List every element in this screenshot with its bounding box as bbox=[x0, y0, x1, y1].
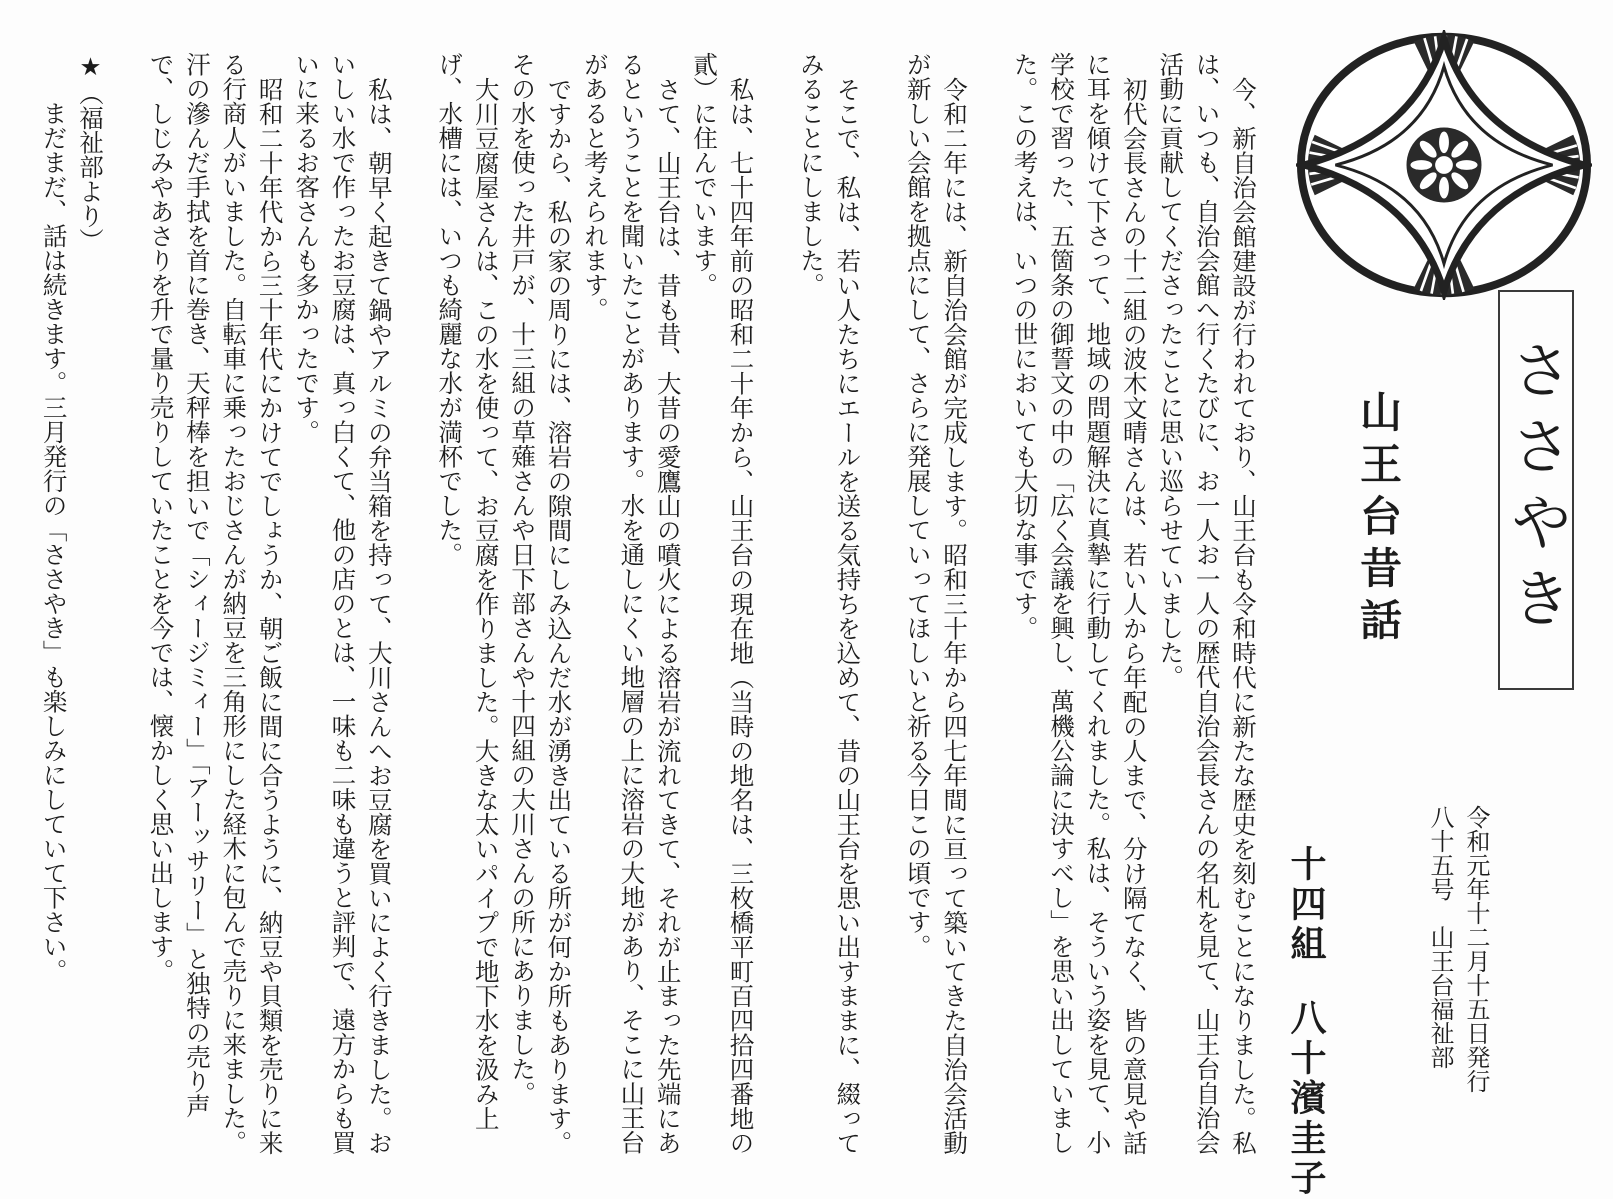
paragraph: 令和二年には、新自治会館が完成します。昭和三十年から四七年間に亘って築いてきた自治会活動が新しい会館を拠点にして、さらに発展していってほしいと祈る今日この頃です。 bbox=[903, 52, 970, 1155]
author-name: 八十濱圭子 bbox=[1285, 999, 1326, 1199]
author-byline bbox=[1280, 845, 1331, 1199]
paragraph: 昭和二十年代から三十年代にかけてでしょうか、朝ご飯に間に合うように、納豆や貝類を売りに来る行商人がいました。自転車に乗ったおじさんが納豆を三角形にした経木に包んで売りに来ました。汗の滲んだ手拭を首に巻き、天秤棒を担いで「シィージミィー」「アーッサリー」と独特の売り声で、しじみやあさりを升で量り売りしていたことを今では、懐かしく思い出します。 bbox=[146, 52, 285, 1155]
paragraph: 大川豆腐屋さんは、この水を使って、お豆腐を作りました。大きな太いパイプで地下水を汲み上げ、水槽には、いつも綺麗な水が満杯でした。 bbox=[435, 52, 501, 1130]
paragraph: 私は、朝早く起きて鍋やアルミの弁当箱を持って、大川さんへお豆腐を買いによく行きました。おいしい水で作ったお豆腐は、真っ白くて、他の店のとは、一味も二味も違うと評判で、遠方からも買いに来るお客さんも多かったです。 bbox=[292, 52, 394, 1155]
article-body bbox=[21, 52, 1261, 1162]
newsletter-title: ささやき bbox=[1500, 338, 1573, 642]
author-group: 十四組 bbox=[1285, 845, 1326, 965]
newsletter-title-box bbox=[1498, 290, 1574, 690]
paragraph: さて、山王台は、昔も昔、大昔の愛鷹山の噴火による溶岩が流れてきて、それが止まった先端にあるということを聞いたことがあります。水を通しにくい地層の上に溶岩の大地があり、そこに山王台があると考えられます。 bbox=[580, 52, 683, 1155]
crest-emblem-icon bbox=[1296, 30, 1592, 300]
publication-date: 令和元年十二月十五日発行 bbox=[1462, 805, 1490, 1093]
paragraph: 初代会長さんの十二組の波木文晴さんは、若い人から年配の人まで、分け隔てなく、皆の意見や話に耳を傾けて下さって、地域の問題解決に真摯に行動してくれました。私は、そういう姿を見て、小学校で習った、五箇条の御誓文の中の「広く会議を興し、萬機公論に決すべし」を思い出していました。この考えは、いつの世においても大切な事です。 bbox=[1010, 52, 1149, 1155]
paragraph: ですから、私の家の周りには、溶岩の隙間にしみ込んだ水が湧き出ている所が何か所もあります。その水を使った井戸が、十三組の草薙さんや日下部さんや十四組の大川さんの所にありました。 bbox=[508, 52, 574, 1155]
publication-info bbox=[1422, 805, 1494, 1093]
publication-issue: 八十五号 山王台福祉部 bbox=[1426, 805, 1454, 1069]
paragraph: そこで、私は、若い人たちにエールを送る気持ちを込めて、昔の山王台を思い出すままに、綴ってみることにしました。 bbox=[796, 52, 863, 1155]
paragraph: 今、新自治会館建設が行われており、山王台も令和時代に新たな歴史を刻むことになりました。私は、いつも、自治会館へ行くたびに、お一人お一人の歴代自治会長さんの名札を見て、山王台自治会活動に貢献してくださったことに思い巡らせていました。 bbox=[1156, 52, 1258, 1155]
footer-note: ★（福祉部より） bbox=[76, 52, 106, 253]
footer-closing: まだまだ、話は続きます。三月発行の「ささやき」も楽しみにしていて下さい。 bbox=[39, 101, 69, 983]
paragraph: 私は、七十四年前の昭和二十年から、山王台の現在地（当時の地名は、三枚橋平町百四拾四番地の貳）に住んでいます。 bbox=[690, 52, 756, 1155]
article-subtitle: 山王台昔話 bbox=[1354, 390, 1403, 650]
